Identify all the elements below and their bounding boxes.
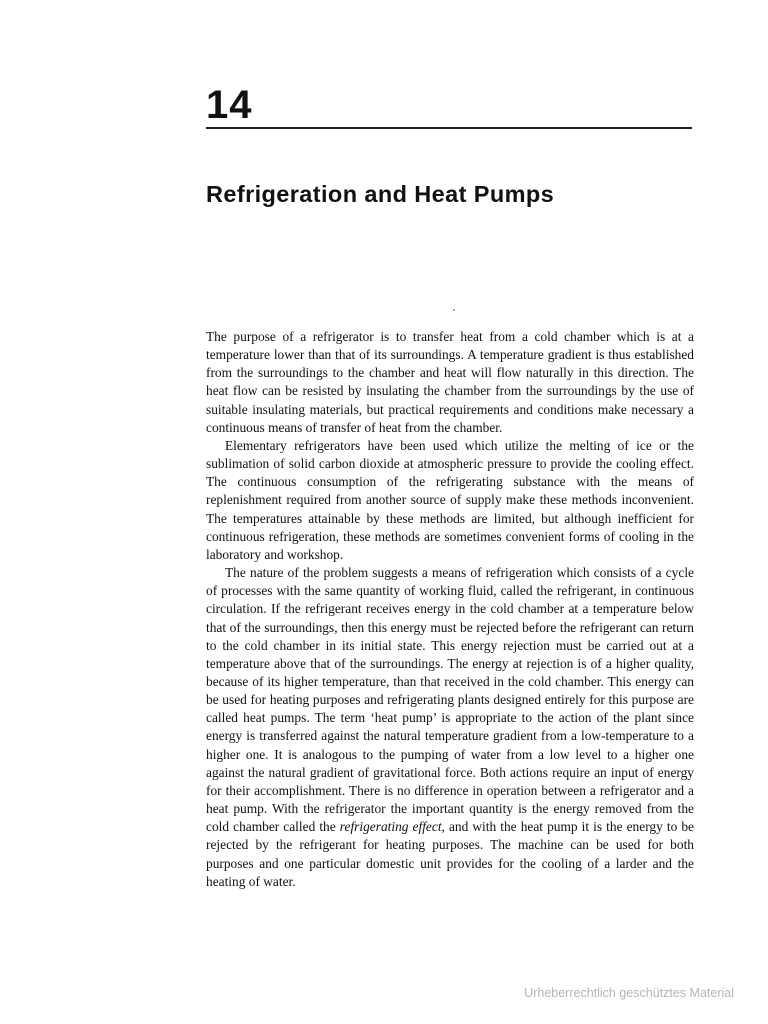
paragraph-3-part-2: , and with the heat pump it is the energy to be rejected by the refrigerant for heating purposes. The machine can be used for both purposes and one particular domestic unit provides for the cooling of a larder and the heating of water.: [206, 819, 695, 889]
paragraph-2: Elementary refrigerators have been used which utilize the melting of ice or the sublimation of solid carbon dioxide at atmospheric pressure to provide the cooling effect. The continuous consumption of the refrigerating substance with the means of replenishment required from another source of supply make these methods inconvenient. The temperatures attainable by these methods are limited, but although inefficient for continuous refrigeration, these methods are sometimes convenient forms of cooling in the laboratory and workshop.: [206, 437, 694, 562]
paragraph-3-part-1: The nature of the problem suggests a means of refrigeration which consists of a cycle of processes with the same quantity of working fluid, called the refrigerant, in continuous circulation. If the refrigerant receives energy in the cold chamber at a temperature below that of the surroundings, then this energy must be rejected before the refrigerant can return to the cold chamber in its initial state. This energy rejection must be carried out at a temperature above that of the surroundings. The energy at rejection is of a higher quality, because of its higher temperature, than that received in the cold chamber. This energy can be used for heating purposes and refrigerating plants designed entirely for this purpose are called heat pumps. The term ‘heat pump’ is appropriate to the action of the plant since energy is transferred against the natural temperature gradient from a low-temperature to a higher one. It is analogous to the pumping of water from a low level to a higher one against the natural gradient of gravitational force. Both actions require an input of energy for their accomplishment. There is no difference in operation between a refrigerator and a heat pump. With the refrigerator the important quantity is the energy removed from the cold chamber called the: [206, 565, 694, 835]
chapter-title: Refrigeration and Heat Pumps: [206, 181, 555, 207]
chapter-rule: [206, 127, 692, 129]
refrigerating-effect-term: refrigerating effect: [339, 819, 442, 835]
scan-speck: [453, 309, 455, 311]
paragraph-3: [206, 564, 694, 891]
chapter-number: 14: [206, 83, 253, 127]
body-text: [206, 328, 694, 891]
watermark: Urheberrechtlich geschütztes Material: [524, 986, 734, 1000]
paragraph-1: The purpose of a refrigerator is to transfer heat from a cold chamber which is at a temperature lower than that of its surroundings. A temperature gradient is thus established from the surroundings to the chamber and heat will flow naturally in this direction. The heat flow can be resisted by insulating the chamber from the surroundings by the use of suitable insulating materials, but practical requirements and conditions make necessary a continuous means of transfer of heat from the chamber.: [206, 329, 694, 435]
